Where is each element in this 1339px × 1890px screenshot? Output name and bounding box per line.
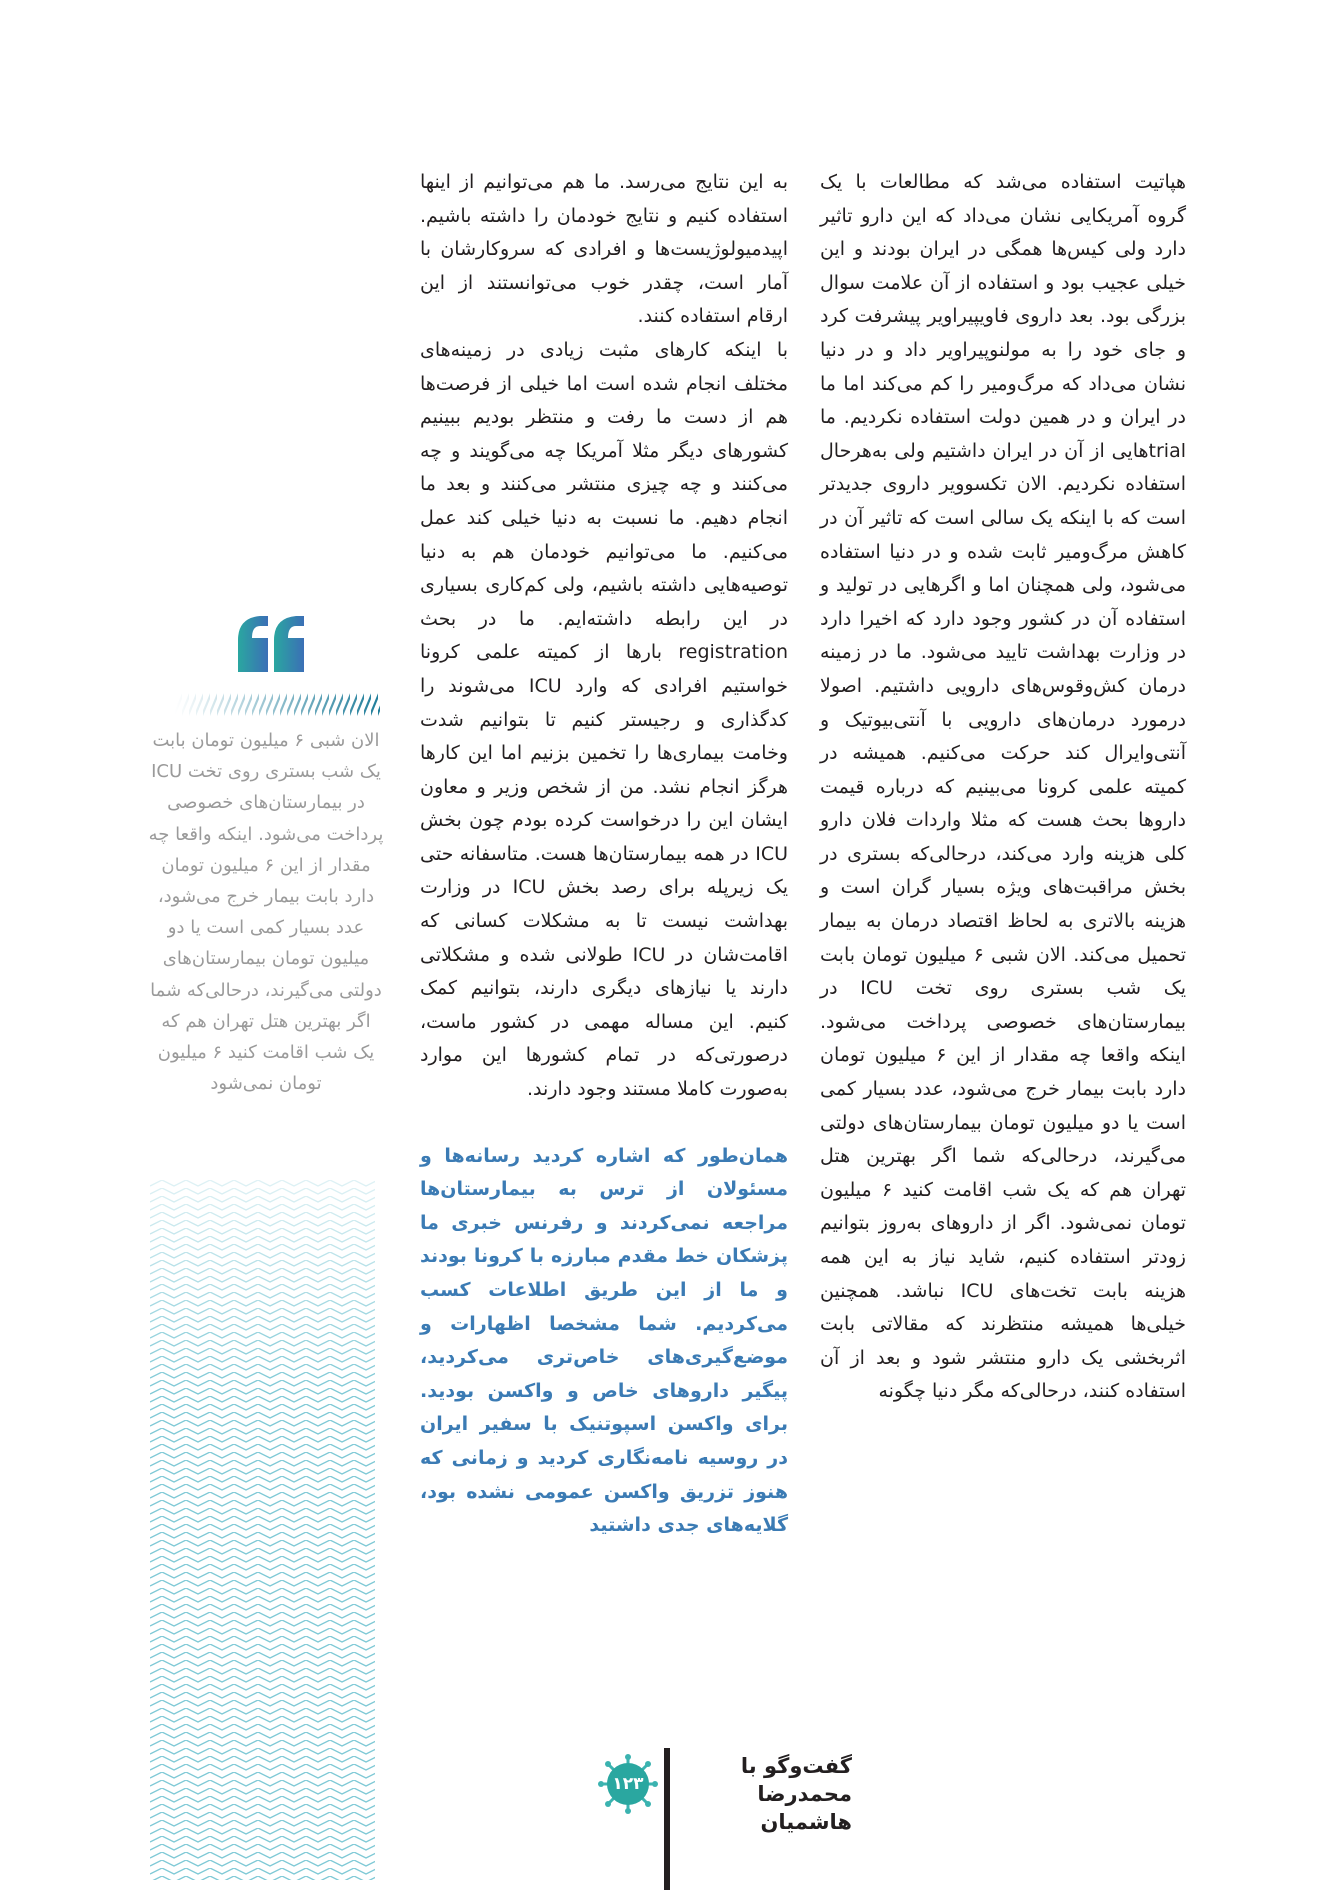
- paragraph: به این نتایج می‌رسد. ما هم می‌توانیم از اینها استفاده کنیم و نتایج خودمان را داشته باشیم. اپیدمیولوژیست‌ها و افرادی که سروکارشان با آمار است، چقدر خوب می‌توانستند از این ارقام استفاده کنند.: [420, 171, 788, 328]
- page-number: ۱۲۳: [612, 1774, 644, 1794]
- paragraph: با اینکه کارهای مثبت زیادی در زمینه‌های مختلف انجام شده است اما خیلی از فرصت‌ها هم از دست ما رفت و منتظر بودیم ببینیم کشورهای دیگر مثلا آمریکا چه می‌گویند و چه می‌کنند و چه چیزی منتشر می‌کنند و بعد ما انجام دهیم. ما نسبت به دنیا خیلی کند عمل می‌کنیم. ما می‌توانیم خودمان هم به دنیا توصیه‌هایی داشته باشیم، ولی کم‌کاری بسیاری در این رابطه داشته‌ایم. ما در بحث registration بارها از کمیته علمی کرونا خواستیم افرادی که وارد ICU می‌شوند را کدگذاری و رجیستر کنیم تا بتوانیم شدت وخامت بیماری‌ها را تخمین بزنیم اما این کارها هرگز انجام نشد. من از شخص وزیر و معاون ایشان این را درخواست کرده بودم چون بخش ICU در همه بیمارستان‌ها هست. متاسفانه حتی یک زیرپله برای رصد بخش ICU در وزارت بهداشت نیست تا به مشکلات کسانی که اقامت‌شان در ICU طولانی شده و مشکلاتی دارند یا نیازهای دیگری دارند، بتوانیم کمک کنیم. این مساله مهمی در کشور ماست، درصورتی‌که در تمام کشورها این موارد به‌صورت کاملا مستند وجود دارند.: [420, 338, 789, 1101]
- paragraph: هپاتیت استفاده می‌شد که مطالعات با یک گروه آمریکایی نشان می‌داد که این دارو تاثیر دارد ولی کیس‌ها همگی در ایران بودند و این خیلی عجیب بود و استفاده از آن علامت سوال بزرگی بود. بعد داروی فاویپیراویر پیشرفت کرد و جای خود را به مولنوپیراویر داد و در دنیا نشان می‌داد که مرگ‌ومیر را کم می‌کند اما ما در ایران و در همین دولت استفاده نکردیم. ما trialهایی از آن در ایران داشتیم ولی به‌هرحال استفاده نکردیم. الان تکسوویر داروی جدیدتر است که با اینکه یک سالی است که تاثیر آن در کاهش مرگ‌ومیر ثابت شده و در دنیا استفاده می‌شود، ولی همچنان اما و اگرهایی در تولید و استفاده آن در کشور وجود دارد که اخیرا دارد در وزارت بهداشت تایید می‌شود. ما در زمینه درمان کش‌وقوس‌های دارویی داشتیم. اصولا درمورد درمان‌های دارویی با آنتی‌بیوتیک و آنتی‌وایرال کند حرکت می‌کنیم. همیشه در کمیته علمی کرونا می‌بینیم که درباره قیمت داروها بحث هست که مثلا واردات فلان دارو کلی هزینه وارد می‌کند، درحالی‌که بستری در بخش مراقبت‌های ویژه بسیار گران است و هزینه بالاتری به لحاظ اقتصاد درمان به بیمار تحمیل می‌کند. الان شبی ۶ میلیون تومان بابت یک شب بستری روی تخت ICU در بیمارستان‌های خصوصی پرداخت می‌شود. اینکه واقعا چه مقدار از این ۶ میلیون تومان دارد بابت بیمار خرج می‌شود، عدد بسیار کمی است یا دو میلیون تومان بیمارستان‌های دولتی می‌گیرند، درحالی‌که شما اگر بهترین هتل تهران هم که یک شب اقامت کنید ۶ میلیون تومان نمی‌شود. اگر از داروهای به‌روز بتوانیم زودتر استفاده کنیم، شاید نیاز به این همه هزینه بابت تخت‌های ICU نباشد. همچنین خیلی‌ها همیشه منتظرند که مقالاتی بابت اثربخشی یک دارو منتشر شود و بعد از آن استفاده کنند، درحالی‌که مگر دنیا چگونه: [820, 171, 1186, 1403]
- article-column-middle: [420, 166, 788, 1543]
- interview-question: همان‌طور که اشاره کردید رسانه‌ها و مسئولان از ترس به بیمارستان‌ها مراجعه نمی‌کردند و رفرنس خبری ما پزشکان خط مقدم مبارزه با کرونا بودند و ما از این طریق اطلاعات کسب می‌کردیم. شما مشخصا اظهارات و موضع‌گیری‌های خاص‌تری می‌کردید، پیگیر داروهای خاص و واکسن بودید. برای واکسن اسپوتنیک با سفیر ایران در روسیه نامه‌نگاری کردید و زمانی که هنوز تزریق واکسن عمومی نشده بود، گلایه‌های جدی داشتید: [420, 1144, 788, 1537]
- pull-quote: الان شبی ۶ میلیون تومان بابت یک شب بستری روی تخت ICU در بیمارستان‌های خصوصی پرداخت می‌شود. اینکه واقعا چه مقدار از این ۶ میلیون تومان دارد بابت بیمار خرج می‌شود، عدد بسیار کمی است یا دو میلیون تومان بیمارستان‌های دولتی می‌گیرند، درحالی‌که شما اگر بهترین هتل تهران هم که یک شب اقامت کنید ۶ میلیون تومان نمی‌شود: [148, 730, 384, 1095]
- footer-title: [672, 1752, 852, 1836]
- article-column-right: [820, 166, 1186, 1409]
- quote-mark-icon: [236, 614, 306, 674]
- footer-divider: [664, 1748, 670, 1890]
- decorative-zigzag: [150, 1180, 375, 1880]
- decorative-stripes: [175, 684, 380, 718]
- footer-line-2: محمدرضا هاشمیان: [757, 1782, 852, 1834]
- footer-line-1: گفت‌وگو با: [740, 1754, 852, 1778]
